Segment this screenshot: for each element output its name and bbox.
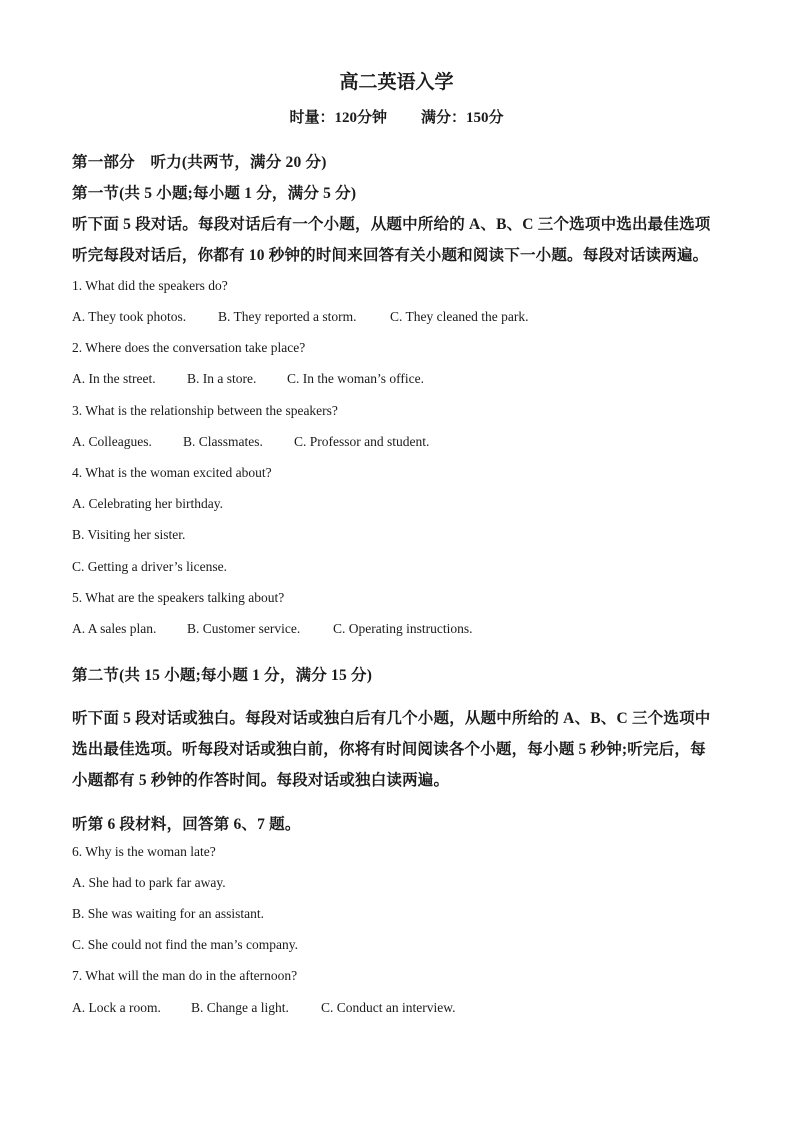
- option-b: B. Classmates.: [183, 434, 263, 449]
- option-b: B. Customer service.: [187, 621, 301, 636]
- option-c: C. Operating instructions.: [333, 621, 473, 636]
- question-stem: 1. What did the speakers do?: [72, 278, 228, 293]
- question-stem: 5. What are the speakers talking about?: [72, 590, 285, 605]
- option-b: B. She was waiting for an assistant.: [72, 906, 264, 921]
- option-c: C. She could not find the man’s company.: [72, 937, 298, 952]
- option-c: C. Professor and student.: [294, 434, 430, 449]
- section1-heading: 第一节(共 5 小题;每小题 1 分，满分 5 分): [72, 185, 357, 202]
- option-b: B. Visiting her sister.: [72, 527, 186, 542]
- option-c: C. In the woman’s office.: [287, 371, 424, 386]
- option-c: C. Getting a driver’s license.: [72, 559, 227, 574]
- page-title: 高二英语入学: [339, 72, 454, 93]
- section2-heading: 第二节(共 15 小题;每小题 1 分，满分 15 分): [72, 667, 373, 684]
- option-c: C. They cleaned the park.: [390, 309, 529, 324]
- question-options: [72, 371, 424, 387]
- material-heading: 听第 6 段材料，回答第 6、7 题。: [72, 816, 301, 833]
- question-options: [72, 434, 429, 450]
- exam-time: 时量：120分钟: [289, 110, 387, 126]
- part1-heading: 第一部分 听力(共两节，满分 20 分): [72, 154, 327, 171]
- section2-instruction-line1: 听下面 5 段对话或独白。每段对话或独白后有几个小题，从题中所给的 A、B、C 三个选项中: [72, 710, 711, 727]
- option-a: A. Colleagues.: [72, 434, 152, 449]
- option-a: A. In the street.: [72, 371, 156, 386]
- section1-instruction-line1: 听下面 5 段对话。每段对话后有一个小题，从题中所给的 A、B、C 三个选项中选出最佳选项: [72, 216, 711, 233]
- section1-instruction-line2: 听完每段对话后，你都有 10 秒钟的时间来回答有关小题和阅读下一小题。每段对话读两遍。: [72, 247, 709, 264]
- option-b: B. They reported a storm.: [218, 309, 357, 324]
- question-stem: 7. What will the man do in the afternoon?: [72, 968, 298, 983]
- exam-score: 满分：150分: [421, 110, 504, 126]
- option-b: B. Change a light.: [191, 1000, 289, 1015]
- section2-instruction-line2: 选出最佳选项。听每段对话或独白前，你将有时间阅读各个小题，每小题 5 秒钟;听完后，每: [72, 741, 706, 758]
- question-stem: 3. What is the relationship between the speakers?: [72, 403, 338, 418]
- option-c: C. Conduct an interview.: [321, 1000, 456, 1015]
- option-a: A. A sales plan.: [72, 621, 157, 636]
- option-a: A. Celebrating her birthday.: [72, 496, 223, 511]
- option-b: B. In a store.: [187, 371, 257, 386]
- exam-meta: [0, 106, 793, 127]
- question-stem: 4. What is the woman excited about?: [72, 465, 272, 480]
- option-a: A. They took photos.: [72, 309, 187, 324]
- question-stem: 6. Why is the woman late?: [72, 844, 216, 859]
- section2-instruction-line3: 小题都有 5 秒钟的作答时间。每段对话或独白读两遍。: [72, 772, 450, 789]
- option-a: A. Lock a room.: [72, 1000, 161, 1015]
- option-a: A. She had to park far away.: [72, 875, 226, 890]
- question-stem: 2. Where does the conversation take place?: [72, 340, 306, 355]
- question-options: [72, 309, 528, 325]
- question-options: [72, 621, 472, 637]
- question-options: [72, 1000, 455, 1016]
